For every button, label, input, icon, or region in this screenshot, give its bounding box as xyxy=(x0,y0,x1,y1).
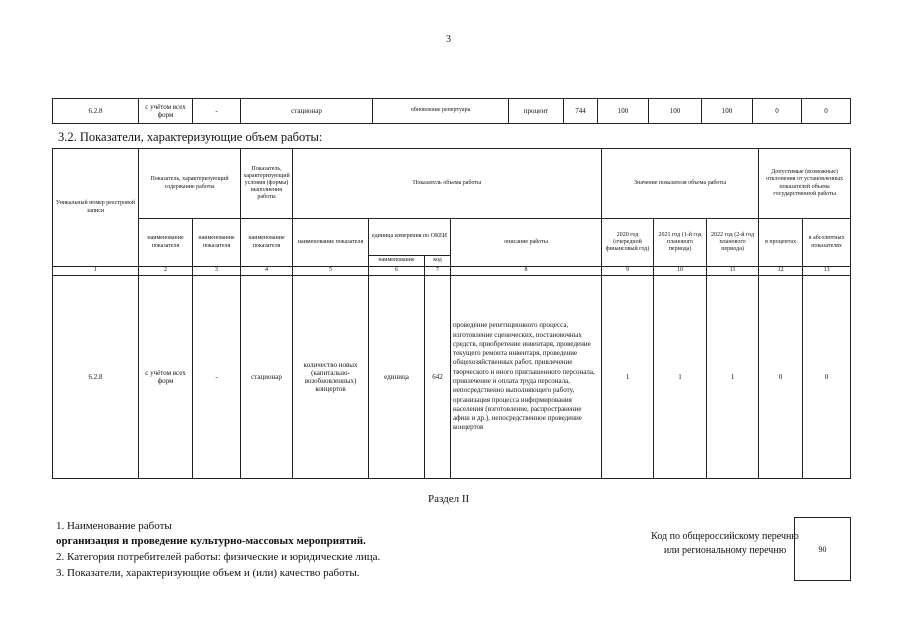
data-2021: 1 xyxy=(654,276,707,479)
section-heading: Раздел II xyxy=(428,493,470,505)
column-number: 5 xyxy=(293,267,369,276)
header-okei: единица измерения по ОКЕИ xyxy=(369,219,451,256)
header-2020: 2020 год (очередной финансовый год) xyxy=(602,219,654,267)
column-number: 3 xyxy=(193,267,241,276)
header-deviations: Допустимые (возможные) отклонения от установленных показателей объема государственной работы xyxy=(759,149,851,219)
code-box xyxy=(794,517,851,581)
work-name-label: 1. Наименование работы xyxy=(56,520,172,532)
top-cell: 100 xyxy=(598,99,649,124)
data-absolute: 0 xyxy=(803,276,851,479)
code-label: Код по общероссийскому перечню или региональному перечню xyxy=(651,531,799,556)
header-name-2: наименование показателя xyxy=(193,219,241,267)
top-cell: стационар xyxy=(241,99,373,124)
top-cell: 0 xyxy=(753,99,802,124)
top-cell: с учётом всех форм xyxy=(139,99,193,124)
work-name-value: организация и проведение культурно-массовых мероприятий. xyxy=(56,535,366,547)
header-name-1: наименование показателя xyxy=(139,219,193,267)
header-percent: в процентах xyxy=(759,219,803,267)
header-description: описание работы xyxy=(451,219,602,267)
column-number: 13 xyxy=(803,267,851,276)
consumer-category: 2. Категория потребителей работы: физические и юридические лица. xyxy=(56,551,381,563)
header-content: Показатель, характеризующий содержание работы xyxy=(139,149,241,219)
top-cell: 0 xyxy=(802,99,851,124)
data-condition: стационар xyxy=(241,276,293,479)
top-cell: обновление репертуара xyxy=(373,99,509,124)
data-content-2: - xyxy=(193,276,241,479)
column-number: 1 xyxy=(53,267,139,276)
header-okei-code: код xyxy=(425,256,451,267)
column-number: 6 xyxy=(369,267,425,276)
table-row xyxy=(53,276,851,479)
header-2022: 2022 год (2-й год планового периода) xyxy=(707,219,759,267)
column-number: 2 xyxy=(139,267,193,276)
indicators-line: 3. Показатели, характеризующие объем и (или) качество работы. xyxy=(56,567,360,579)
header-volume: Показатель объема работы xyxy=(293,149,602,219)
code-value: 90 xyxy=(818,544,827,554)
page-number: 3 xyxy=(446,34,451,45)
data-unit: единица xyxy=(369,276,425,479)
header-okei-name: наименование xyxy=(369,256,425,267)
column-number: 8 xyxy=(451,267,602,276)
data-2022: 1 xyxy=(707,276,759,479)
top-row-table xyxy=(52,98,851,124)
top-cell: 744 xyxy=(564,99,598,124)
data-description: проведение репетиционного процесса, изготовление сценических, постановочных средств, приобретение инвентаря, проведение текущего ремонта инвентаря, проведение общехозяйственных работ, привлечение творческого и иного приглашенного персонала, привлечение и оплата труда персонала, непосредственно выполняющего работу, организация процесса информирования населения (изготовление, распространение афиш и др.), непосредственное проведение концертов xyxy=(451,276,602,479)
header-name-3: наименование показателя xyxy=(241,219,293,267)
header-row-1 xyxy=(53,149,851,219)
header-unique: Уникальный номер реестровой записи xyxy=(53,149,139,267)
header-row-2 xyxy=(53,219,851,256)
top-row xyxy=(53,99,851,124)
column-number: 12 xyxy=(759,267,803,276)
data-content-1: с учётом всех форм xyxy=(139,276,193,479)
column-number: 9 xyxy=(602,267,654,276)
column-number: 10 xyxy=(654,267,707,276)
column-number: 11 xyxy=(707,267,759,276)
header-2021: 2021 год (1-й год планового периода) xyxy=(654,219,707,267)
header-conditions: Показатель, характеризующий условия (формы) выполнения работы xyxy=(241,149,293,219)
column-numbers-row xyxy=(53,267,851,276)
top-cell: 100 xyxy=(649,99,702,124)
top-cell: процент xyxy=(509,99,564,124)
data-code: 642 xyxy=(425,276,451,479)
top-cell: 100 xyxy=(702,99,753,124)
header-name-4: наименование показателя xyxy=(293,219,369,267)
data-percent: 0 xyxy=(759,276,803,479)
data-2020: 1 xyxy=(602,276,654,479)
volume-table xyxy=(52,148,851,479)
data-unique: 6.2.8 xyxy=(53,276,139,479)
section-title: 3.2. Показатели, характеризующие объем работы: xyxy=(58,130,323,144)
header-absolute: в абсолютных показателях xyxy=(803,219,851,267)
header-values: Значение показателя объема работы xyxy=(602,149,759,219)
column-number: 7 xyxy=(425,267,451,276)
data-indicator: количество новых (капитально-возобновленных) концертов xyxy=(293,276,369,479)
top-cell: - xyxy=(193,99,241,124)
column-number: 4 xyxy=(241,267,293,276)
top-cell: 6.2.8 xyxy=(53,99,139,124)
